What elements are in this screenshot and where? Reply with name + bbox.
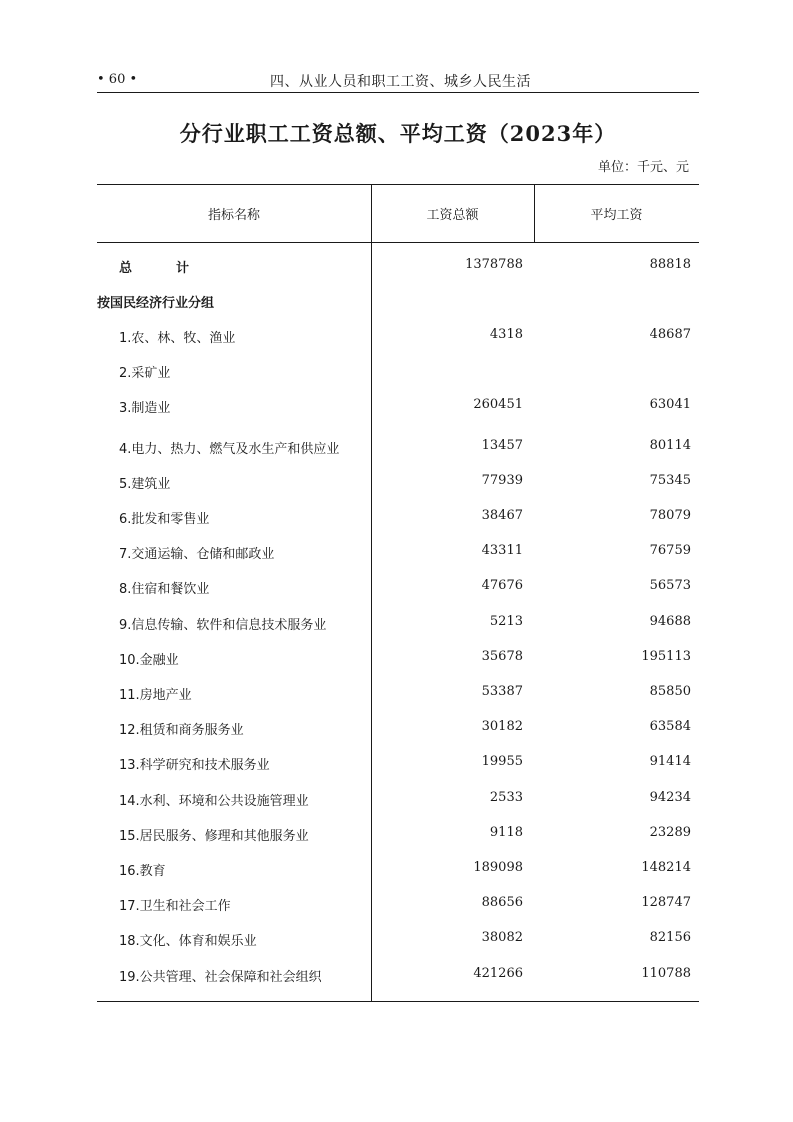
column-header-name: 指标名称 bbox=[207, 208, 260, 223]
total-wage-value: 13457 bbox=[481, 438, 523, 453]
table-row bbox=[97, 681, 699, 705]
row-name: 7.交通运输、仓储和邮政业 bbox=[119, 547, 275, 562]
table-row bbox=[97, 611, 699, 635]
total-wage-value: 260451 bbox=[473, 397, 523, 412]
row-name: 5.建筑业 bbox=[119, 477, 171, 492]
table-row bbox=[97, 540, 699, 564]
row-name: 12.租赁和商务服务业 bbox=[119, 723, 244, 738]
avg-wage-value: 48687 bbox=[649, 327, 691, 342]
row-name: 9.信息传输、软件和信息技术服务业 bbox=[119, 618, 327, 633]
row-name: 10.金融业 bbox=[119, 653, 179, 668]
avg-wage-value: 82156 bbox=[649, 930, 691, 945]
total-wage-value: 5213 bbox=[489, 614, 523, 629]
table-row bbox=[97, 470, 699, 494]
column-header-total-wage: 工资总额 bbox=[426, 208, 479, 223]
total-wage-value: 421266 bbox=[473, 966, 523, 981]
row-name: 17.卫生和社会工作 bbox=[119, 899, 231, 914]
total-wage-value: 38467 bbox=[481, 508, 523, 523]
avg-wage-value: 110788 bbox=[641, 966, 691, 981]
avg-wage-value: 85850 bbox=[649, 684, 691, 699]
row-name: 16.教育 bbox=[119, 864, 166, 879]
row-name: 14.水利、环境和公共设施管理业 bbox=[119, 794, 309, 809]
total-wage-value: 43311 bbox=[481, 543, 523, 558]
avg-wage-value: 63584 bbox=[649, 719, 691, 734]
total-wage-value: 19955 bbox=[481, 754, 523, 769]
wage-table bbox=[97, 184, 699, 1002]
row-name: 18.文化、体育和娱乐业 bbox=[119, 934, 257, 949]
table-row bbox=[97, 575, 699, 599]
total-wage-value: 35678 bbox=[481, 649, 523, 664]
total-wage-value: 9118 bbox=[489, 825, 523, 840]
avg-wage-value: 94688 bbox=[649, 614, 691, 629]
total-wage-value: 53387 bbox=[481, 684, 523, 699]
row-name: 按国民经济行业分组 bbox=[97, 296, 215, 311]
row-name: 6.批发和零售业 bbox=[119, 512, 210, 527]
table-row bbox=[97, 787, 699, 811]
page-number: • 60 • bbox=[97, 72, 138, 87]
row-name: 2.采矿业 bbox=[119, 366, 171, 381]
table-bottom-rule bbox=[97, 1001, 699, 1002]
row-name: 4.电力、热力、燃气及水生产和供应业 bbox=[119, 442, 340, 457]
avg-wage-value: 88818 bbox=[649, 257, 691, 272]
avg-wage-value: 148214 bbox=[641, 860, 691, 875]
table-row bbox=[97, 822, 699, 846]
group-label-row bbox=[97, 289, 699, 313]
total-wage-value: 189098 bbox=[473, 860, 523, 875]
column-header-avg-wage: 平均工资 bbox=[590, 208, 643, 223]
row-name: 3.制造业 bbox=[119, 401, 171, 416]
avg-wage-value: 75345 bbox=[649, 473, 691, 488]
total-wage-value: 4318 bbox=[489, 327, 523, 342]
table-row bbox=[97, 857, 699, 881]
row-name: 1.农、林、牧、渔业 bbox=[119, 331, 236, 346]
table-row bbox=[97, 927, 699, 951]
avg-wage-value: 63041 bbox=[649, 397, 691, 412]
total-wage-value: 2533 bbox=[489, 790, 523, 805]
avg-wage-value: 128747 bbox=[641, 895, 691, 910]
row-name: 总计 bbox=[119, 261, 234, 276]
table-row bbox=[97, 751, 699, 775]
total-wage-value: 30182 bbox=[481, 719, 523, 734]
table-row bbox=[97, 646, 699, 670]
row-name: 11.房地产业 bbox=[119, 688, 192, 703]
total-wage-value: 47676 bbox=[481, 578, 523, 593]
avg-wage-value: 56573 bbox=[649, 578, 691, 593]
row-name: 15.居民服务、修理和其他服务业 bbox=[119, 829, 309, 844]
row-name: 19.公共管理、社会保障和社会组织 bbox=[119, 970, 322, 985]
total-wage-value: 1378788 bbox=[465, 257, 523, 272]
table-row bbox=[97, 359, 699, 383]
table-title: 分行业职工工资总额、平均工资（2023年） bbox=[179, 121, 617, 146]
table-top-rule bbox=[97, 184, 699, 185]
avg-wage-value: 78079 bbox=[649, 508, 691, 523]
table-row bbox=[97, 892, 699, 916]
table-row bbox=[97, 324, 699, 348]
avg-wage-value: 195113 bbox=[641, 649, 691, 664]
table-header-rule bbox=[97, 242, 699, 243]
avg-wage-value: 91414 bbox=[649, 754, 691, 769]
table-row bbox=[97, 394, 699, 418]
row-name: 8.住宿和餐饮业 bbox=[119, 582, 210, 597]
avg-wage-value: 80114 bbox=[649, 438, 691, 453]
total-wage-value: 88656 bbox=[481, 895, 523, 910]
row-name: 13.科学研究和技术服务业 bbox=[119, 758, 270, 773]
chapter-title: 四、从业人员和职工工资、城乡人民生活 bbox=[270, 74, 531, 90]
header-rule bbox=[97, 92, 699, 93]
avg-wage-value: 94234 bbox=[649, 790, 691, 805]
total-wage-value: 77939 bbox=[481, 473, 523, 488]
unit-label: 单位：千元、元 bbox=[597, 160, 689, 175]
avg-wage-value: 76759 bbox=[649, 543, 691, 558]
table-row bbox=[97, 435, 699, 459]
total-row bbox=[97, 254, 699, 278]
total-wage-value: 38082 bbox=[481, 930, 523, 945]
table-row bbox=[97, 963, 699, 987]
table-row bbox=[97, 716, 699, 740]
avg-wage-value: 23289 bbox=[649, 825, 691, 840]
table-row bbox=[97, 505, 699, 529]
